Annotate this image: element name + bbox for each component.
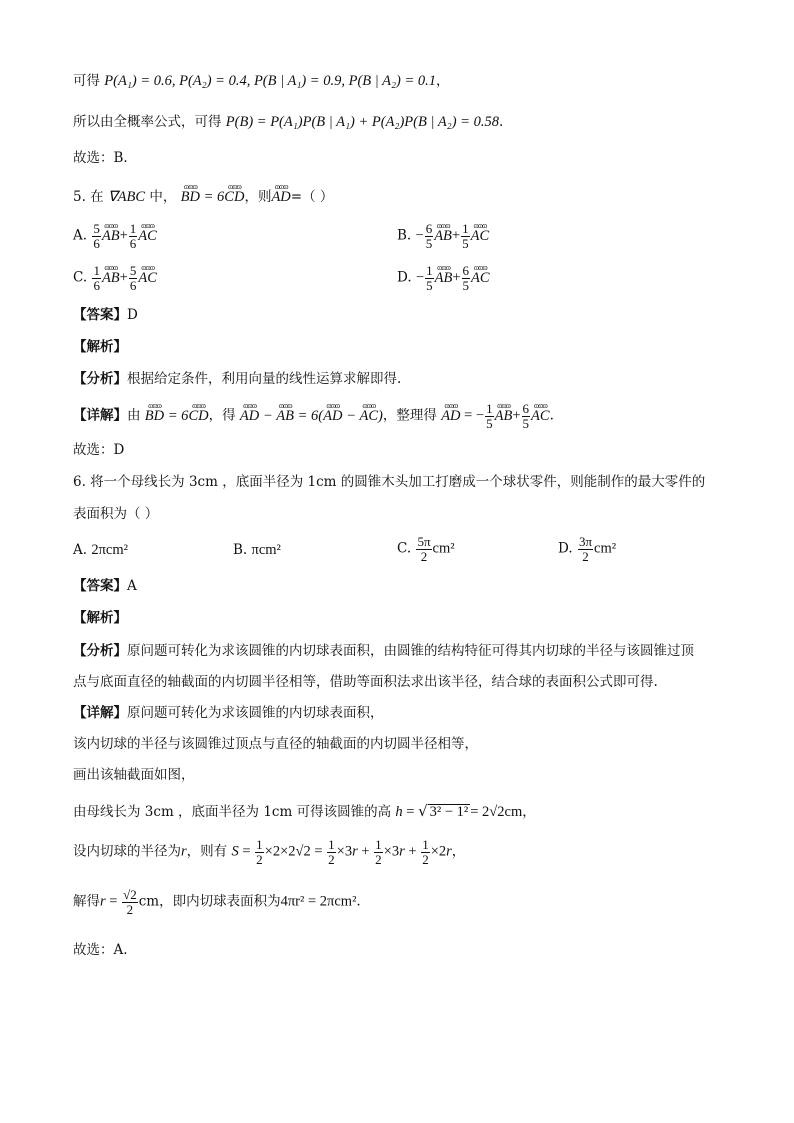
q6-xiangjie-3: 画出该轴截面如图，: [73, 767, 195, 783]
q5-option-a[interactable]: A. $\frac{5}{6}$ ɷɷɷ AB+ $\frac{1}{6}$ ɷɷɷ AC: [73, 222, 157, 250]
probability-formula-1: P(A₁) = 0.6, P(A₂) = 0.4, P(B | A₁) = 0.9, P(B | A₂) = 0.1: [104, 73, 436, 89]
q6-select: 故选：A.: [73, 942, 128, 958]
q6-xiangjie-5: 设内切球的半径为r，则有 S = $\frac{1}{2}$ ×2×2√2 = $\frac{1}{2}$ ×3r + $\frac{1}{2}$ ×3r + $\frac{1}{2}$ ×2r，: [73, 837, 466, 867]
q6-analysis-heading: 【解析】: [73, 610, 127, 626]
q6-fenxi-2: 点与底面直径的轴截面的内切圆半径相等，借助等面积法求出该半径，结合球的表面积公式即可得.: [73, 674, 658, 690]
q5-analysis-heading: 【解析】: [73, 339, 127, 355]
line-3-select: 故选：B.: [73, 150, 128, 166]
q6-answer: 【答案】A: [73, 578, 137, 594]
q5-answer: 【答案】D: [73, 307, 138, 323]
line-2: 所以由全概率公式，可得 P(B) = P(A₁)P(B | A₁) + P(A₂)P(B | A₂) = 0.58.: [73, 114, 504, 130]
q6-stem-2: 表面积为（ ）: [73, 506, 159, 522]
q5-option-b[interactable]: B. − $\frac{6}{5}$ ɷɷɷ AB+ $\frac{1}{5}$ ɷɷɷ AC: [397, 222, 489, 250]
q6-xiangjie-2: 该内切球的半径与该圆锥过顶点与直径的轴截面的内切圆半径相等，: [73, 736, 478, 752]
q6-fenxi-1: 【分析】原问题可转化为求该圆锥的内切球表面积，由圆锥的结构特征可得其内切球的半径与该圆锥过顶: [73, 643, 694, 659]
q5-option-d[interactable]: D. − $\frac{1}{5}$ ɷɷɷ AB+ $\frac{6}{5}$ ɷɷɷ AC: [397, 264, 490, 292]
vector-expression-bd: ɷɷɷ BD = 6ɷɷɷ CD: [181, 189, 245, 205]
q6-option-a[interactable]: A. 2πcm²: [73, 542, 128, 558]
q6-option-d[interactable]: D. $\frac{3\pi}{2}$ cm²: [558, 534, 617, 564]
line-1: 可得 P(A₁) = 0.6, P(A₂) = 0.4, P(B | A₁) = 0.9, P(B | A₂) = 0.1，: [73, 73, 450, 89]
q6-xiangjie-4: 由母线长为 3cm ，底面半径为 1cm 可得该圆锥的高 h = √ 3² − 1² = 2√2cm，: [73, 802, 536, 820]
q6-xiangjie-1: 【详解】原问题可转化为求该圆锥的内切球表面积，: [73, 705, 384, 721]
q5-stem: 5. 在 ∇ABC 中， ɷɷɷ BD = 6ɷɷɷ CD，则ɷɷɷ AD=（ ）: [73, 190, 333, 205]
q5-select: 故选：D: [73, 442, 125, 458]
q6-stem-1: 6. 将一个母线长为 3cm ，底面半径为 1cm 的圆锥木头加工打磨成一个球状零件，则能制作的最大零件的: [73, 474, 706, 490]
q6-option-b[interactable]: B. πcm²: [233, 542, 281, 558]
q6-xiangjie-6: 解得r = $\frac{√2}{2}$ cm，即内切球表面积为4πr² = 2πcm².: [73, 887, 361, 917]
q5-fenxi: 【分析】根据给定条件，利用向量的线性运算求解即得.: [73, 371, 402, 387]
q5-option-c[interactable]: C. $\frac{1}{6}$ ɷɷɷ AB+ $\frac{5}{6}$ ɷɷɷ AC: [73, 264, 157, 292]
total-probability-formula: P(B) = P(A₁)P(B | A₁) + P(A₂)P(B | A₂) = 0.58: [225, 114, 499, 130]
q5-xiangjie: 【详解】由 ɷɷɷ BD = 6ɷɷɷ CD，得 ɷɷɷ AD − ɷɷɷ AB = 6(ɷɷɷ AD − ɷɷɷ AC)，整理得 ɷɷɷ AD = − $\frac{1}{5}$ ɷɷɷ AB+ $\frac{6}{5}$ ɷɷɷ AC.: [73, 402, 554, 430]
q6-option-c[interactable]: C. $\frac{5\pi}{2}$ cm²: [397, 534, 455, 564]
